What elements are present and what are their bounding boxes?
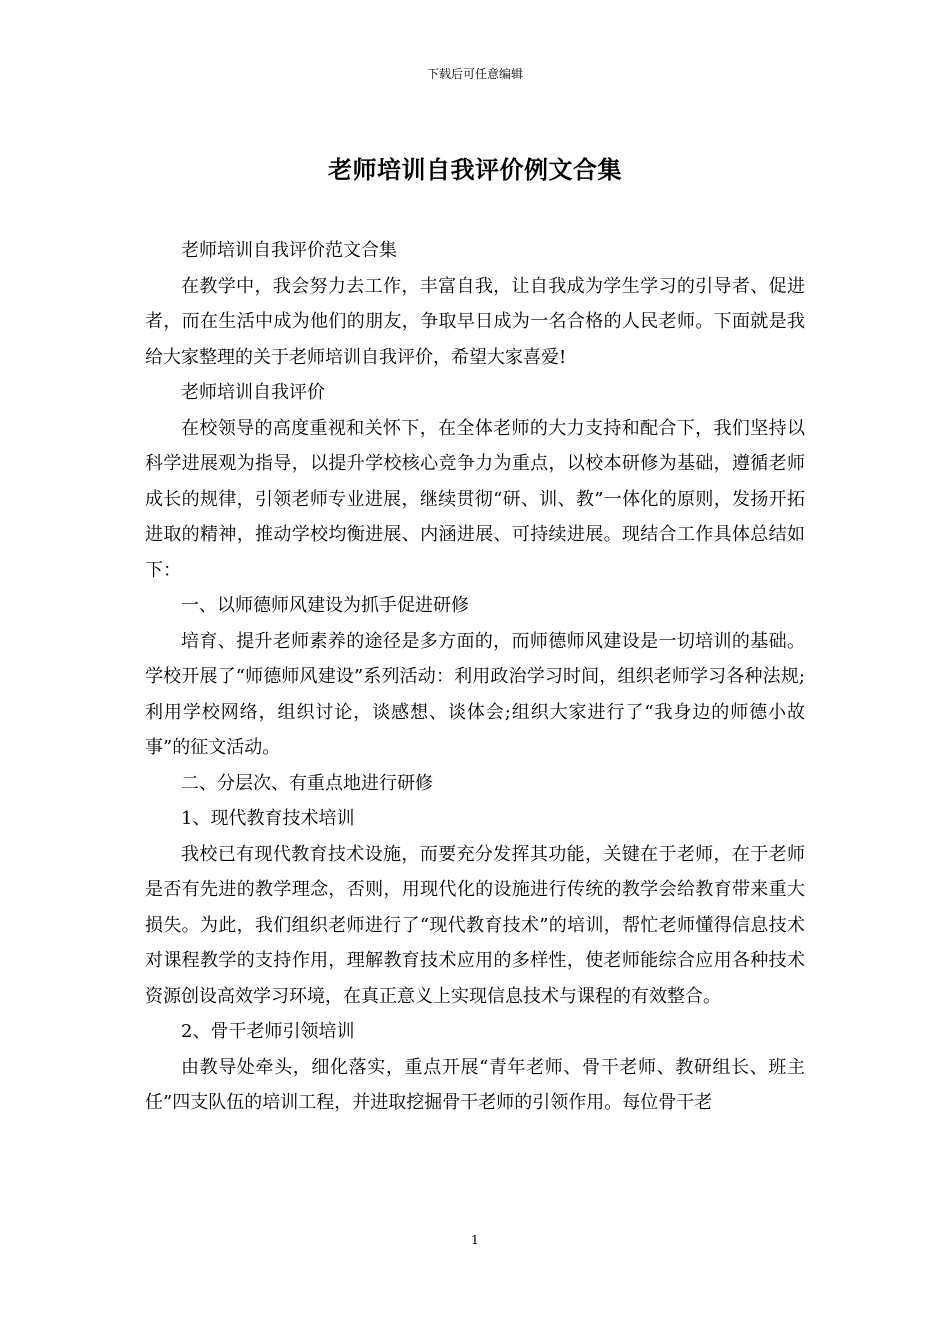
document-body: [145, 233, 805, 1121]
paragraph-ethics: 培育、提升老师素养的途径是多方面的，而师德师风建设是一切培训的基础。学校开展了“师德师风建设”系列活动：利用政治学习时间，组织老师学习各种法规;利用学校网络，组织讨论，谈感想、谈体会;组织大家进行了“我身边的师德小故事”的征文活动。: [145, 630, 805, 758]
paragraph-overview: 在校领导的高度重视和关怀下，在全体老师的大力支持和配合下，我们坚持以科学进展观为指导，以提升学校核心竞争力为重点，以校本研修为基础，遵循老师成长的规律，引领老师专业进展，继续贯彻“研、训、教”一体化的原则，发扬开拓进取的精神，推动学校均衡进展、内涵进展、可持续进展。现结合工作具体总结如下：: [145, 417, 805, 581]
paragraph-section-heading: 老师培训自我评价: [181, 382, 325, 403]
page-header-note: 下载后可任意编辑: [426, 67, 523, 81]
document-title: 老师培训自我评价例文合集: [328, 155, 622, 184]
paragraph-heading-two: 二、分层次、有重点地进行研修: [181, 772, 433, 794]
paragraph-intro: 在教学中，我会努力去工作，丰富自我，让自我成为学生学习的引导者、促进者，而在生活中成为他们的朋友，争取早日成为一名合格的人民老师。下面就是我给大家整理的关于老师培训自我评价，希望大家喜爱!: [145, 275, 805, 368]
paragraph-technology: 我校已有现代教育技术设施，而要充分发挥其功能，关键在于老师，在于老师是否有先进的教学理念，否则，用现代化的设施进行传统的教学会给教育带来重大损失。为此，我们组织老师进行了“现代教育技术”的培训，帮忙老师懂得信息技术对课程教学的支持作用，理解教育技术应用的多样性，使老师能综合应用各种技术资源创设高效学习环境，在真正意义上实现信息技术与课程的有效整合。: [145, 843, 805, 1007]
page-number: 1: [471, 1233, 479, 1247]
paragraph-subheading-1: 1、现代教育技术培训: [181, 808, 355, 829]
paragraph-backbone: 由教导处牵头，细化落实，重点开展“青年老师、骨干老师、教研组长、班主任”四支队伍的培训工程，并进取挖掘骨干老师的引领作用。每位骨干老: [145, 1056, 805, 1113]
paragraph-subheading-2: 2、骨干老师引领培训: [181, 1021, 355, 1042]
paragraph-heading-one: 一、以师德师风建设为抓手促进研修: [181, 595, 469, 616]
paragraph-subtitle: 老师培训自我评价范文合集: [181, 240, 397, 261]
